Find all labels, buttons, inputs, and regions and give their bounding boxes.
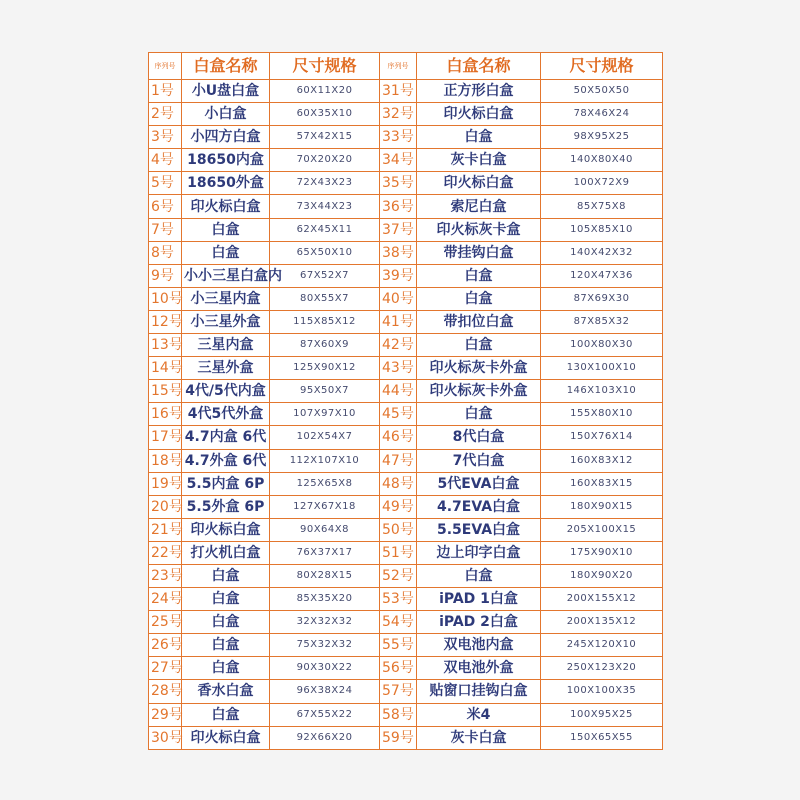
cell-size-right: 155X80X10 [541,403,663,426]
cell-name-left: 白盒 [182,611,270,634]
table-row [149,426,663,449]
cell-name-right: 白盒 [417,126,541,149]
cell-name-left: 白盒 [182,564,270,587]
cell-name-left: 小白盒 [182,103,270,126]
cell-size-left: 67X55X22 [270,703,380,726]
cell-serial-left: 10号 [149,287,182,310]
cell-size-left: 72X43X23 [270,172,380,195]
cell-name-right: 边上印字白盒 [417,541,541,564]
cell-size-left: 112X107X10 [270,449,380,472]
cell-name-right: 带挂钩白盒 [417,241,541,264]
cell-size-left: 90X30X22 [270,657,380,680]
box-spec-table [148,52,663,750]
cell-size-right: 105X85X10 [541,218,663,241]
cell-size-left: 127X67X18 [270,495,380,518]
cell-name-left: 印火标白盒 [182,518,270,541]
cell-size-right: 150X76X14 [541,426,663,449]
cell-size-left: 70X20X20 [270,149,380,172]
cell-size-left: 57X42X15 [270,126,380,149]
cell-name-left: 4.7内盒 6代 [182,426,270,449]
table-row [149,334,663,357]
cell-name-right: 白盒 [417,287,541,310]
cell-name-left: 白盒 [182,241,270,264]
table-row [149,380,663,403]
cell-name-right: iPAD 2白盒 [417,611,541,634]
cell-serial-right: 58号 [380,703,417,726]
cell-name-left: 5.5内盒 6P [182,472,270,495]
cell-name-right: 7代白盒 [417,449,541,472]
cell-size-right: 130X100X10 [541,357,663,380]
cell-serial-left: 18号 [149,449,182,472]
cell-name-right: 带扣位白盒 [417,310,541,333]
table-row [149,103,663,126]
cell-serial-right: 36号 [380,195,417,218]
cell-size-right: 250X123X20 [541,657,663,680]
table-row [149,310,663,333]
cell-serial-left: 4号 [149,149,182,172]
cell-size-left: 32X32X32 [270,611,380,634]
cell-name-right: 贴窗口挂钩白盒 [417,680,541,703]
cell-name-right: 双电池内盒 [417,634,541,657]
cell-serial-right: 54号 [380,611,417,634]
cell-size-left: 115X85X12 [270,310,380,333]
table-row [149,149,663,172]
cell-size-left: 125X65X8 [270,472,380,495]
cell-serial-right: 50号 [380,518,417,541]
cell-serial-right: 43号 [380,357,417,380]
cell-serial-left: 17号 [149,426,182,449]
cell-serial-left: 25号 [149,611,182,634]
cell-size-right: 160X83X15 [541,472,663,495]
cell-name-left: 白盒 [182,657,270,680]
cell-serial-left: 29号 [149,703,182,726]
header-size-left: 尺寸规格 [270,53,380,80]
cell-name-right: 印火标白盒 [417,172,541,195]
cell-serial-left: 24号 [149,588,182,611]
header-name-left: 白盒名称 [182,53,270,80]
cell-serial-left: 16号 [149,403,182,426]
header-name-right: 白盒名称 [417,53,541,80]
cell-serial-left: 3号 [149,126,182,149]
table-row [149,264,663,287]
cell-size-left: 107X97X10 [270,403,380,426]
table-row [149,403,663,426]
cell-serial-right: 41号 [380,310,417,333]
cell-size-right: 150X65X55 [541,726,663,749]
cell-name-right: 白盒 [417,564,541,587]
cell-name-right: 米4 [417,703,541,726]
cell-serial-right: 31号 [380,80,417,103]
cell-size-right: 180X90X20 [541,564,663,587]
cell-name-left: 白盒 [182,588,270,611]
cell-serial-left: 30号 [149,726,182,749]
cell-size-left: 76X37X17 [270,541,380,564]
cell-size-left: 90X64X8 [270,518,380,541]
table-row [149,241,663,264]
cell-size-left: 96X38X24 [270,680,380,703]
cell-serial-right: 42号 [380,334,417,357]
cell-name-left: 小三星外盒 [182,310,270,333]
cell-name-right: 8代白盒 [417,426,541,449]
cell-name-left: 印火标白盒 [182,195,270,218]
cell-name-left: 打火机白盒 [182,541,270,564]
cell-size-right: 120X47X36 [541,264,663,287]
cell-serial-right: 37号 [380,218,417,241]
header-size-right: 尺寸规格 [541,53,663,80]
cell-size-left: 75X32X32 [270,634,380,657]
cell-serial-right: 44号 [380,380,417,403]
cell-name-left: 白盒 [182,703,270,726]
header-serial-right: 序列号 [380,53,417,80]
table-row [149,126,663,149]
cell-size-right: 140X80X40 [541,149,663,172]
cell-serial-right: 38号 [380,241,417,264]
cell-name-left: 小四方白盒 [182,126,270,149]
cell-name-left: 18650内盒 [182,149,270,172]
cell-serial-left: 27号 [149,657,182,680]
cell-serial-right: 32号 [380,103,417,126]
cell-name-right: 印火标灰卡外盒 [417,357,541,380]
cell-serial-right: 56号 [380,657,417,680]
price-sheet [148,52,662,750]
table-row [149,588,663,611]
table-row [149,449,663,472]
cell-name-right: 白盒 [417,264,541,287]
cell-name-left: 小小三星白盒内 [182,264,270,287]
cell-name-left: 三星内盒 [182,334,270,357]
table-row [149,634,663,657]
cell-serial-left: 21号 [149,518,182,541]
cell-size-right: 200X135X12 [541,611,663,634]
cell-serial-left: 22号 [149,541,182,564]
cell-name-left: 4代/5代内盒 [182,380,270,403]
table-row [149,518,663,541]
cell-serial-left: 9号 [149,264,182,287]
cell-size-right: 245X120X10 [541,634,663,657]
cell-serial-right: 39号 [380,264,417,287]
table-row [149,564,663,587]
cell-size-left: 80X28X15 [270,564,380,587]
cell-serial-right: 55号 [380,634,417,657]
cell-name-right: 印火标灰卡盒 [417,218,541,241]
cell-serial-right: 57号 [380,680,417,703]
table-row [149,703,663,726]
table-row [149,218,663,241]
cell-size-right: 205X100X15 [541,518,663,541]
cell-size-right: 98X95X25 [541,126,663,149]
cell-size-left: 60X35X10 [270,103,380,126]
table-row [149,287,663,310]
cell-size-left: 92X66X20 [270,726,380,749]
cell-name-left: 印火标白盒 [182,726,270,749]
cell-size-right: 200X155X12 [541,588,663,611]
header-row [149,53,663,80]
cell-name-right: 5代EVA白盒 [417,472,541,495]
header-serial-left: 序列号 [149,53,182,80]
cell-serial-right: 52号 [380,564,417,587]
table-row [149,657,663,680]
cell-serial-right: 59号 [380,726,417,749]
cell-name-right: 5.5EVA白盒 [417,518,541,541]
cell-name-left: 5.5外盒 6P [182,495,270,518]
table-row [149,726,663,749]
cell-name-left: 三星外盒 [182,357,270,380]
cell-name-right: 正方形白盒 [417,80,541,103]
cell-name-left: 白盒 [182,218,270,241]
cell-name-right: 印火标灰卡外盒 [417,380,541,403]
cell-serial-left: 28号 [149,680,182,703]
cell-serial-right: 40号 [380,287,417,310]
table-row [149,680,663,703]
cell-name-right: 索尼白盒 [417,195,541,218]
cell-size-right: 50X50X50 [541,80,663,103]
cell-serial-right: 51号 [380,541,417,564]
cell-size-left: 62X45X11 [270,218,380,241]
cell-size-left: 87X60X9 [270,334,380,357]
cell-serial-left: 8号 [149,241,182,264]
cell-serial-right: 35号 [380,172,417,195]
cell-serial-right: 45号 [380,403,417,426]
cell-serial-left: 12号 [149,310,182,333]
table-row [149,80,663,103]
cell-serial-right: 46号 [380,426,417,449]
cell-size-right: 100X100X35 [541,680,663,703]
cell-serial-left: 5号 [149,172,182,195]
cell-serial-left: 26号 [149,634,182,657]
cell-name-right: 灰卡白盒 [417,149,541,172]
cell-size-right: 87X69X30 [541,287,663,310]
cell-size-left: 60X11X20 [270,80,380,103]
cell-size-left: 125X90X12 [270,357,380,380]
cell-size-right: 140X42X32 [541,241,663,264]
cell-name-right: 白盒 [417,403,541,426]
cell-serial-right: 49号 [380,495,417,518]
cell-serial-right: 47号 [380,449,417,472]
table-row [149,541,663,564]
cell-name-right: 4.7EVA白盒 [417,495,541,518]
cell-serial-left: 14号 [149,357,182,380]
cell-serial-right: 48号 [380,472,417,495]
cell-serial-right: 34号 [380,149,417,172]
cell-size-left: 102X54X7 [270,426,380,449]
cell-size-left: 80X55X7 [270,287,380,310]
cell-size-right: 160X83X12 [541,449,663,472]
cell-size-left: 65X50X10 [270,241,380,264]
cell-size-right: 87X85X32 [541,310,663,333]
cell-serial-left: 20号 [149,495,182,518]
table-row [149,472,663,495]
cell-size-right: 100X95X25 [541,703,663,726]
cell-size-right: 146X103X10 [541,380,663,403]
cell-serial-left: 15号 [149,380,182,403]
table-row [149,172,663,195]
cell-name-left: 小三星内盒 [182,287,270,310]
table-row [149,357,663,380]
cell-size-right: 85X75X8 [541,195,663,218]
cell-name-left: 18650外盒 [182,172,270,195]
cell-serial-left: 19号 [149,472,182,495]
cell-name-right: 印火标白盒 [417,103,541,126]
cell-serial-right: 33号 [380,126,417,149]
cell-name-right: 双电池外盒 [417,657,541,680]
cell-size-left: 85X35X20 [270,588,380,611]
cell-serial-right: 53号 [380,588,417,611]
cell-size-right: 180X90X15 [541,495,663,518]
cell-name-right: iPAD 1白盒 [417,588,541,611]
cell-name-left: 4代5代外盒 [182,403,270,426]
cell-serial-left: 1号 [149,80,182,103]
cut-off-footer-text [160,758,660,770]
cell-serial-left: 23号 [149,564,182,587]
cell-size-left: 73X44X23 [270,195,380,218]
cell-size-left: 95X50X7 [270,380,380,403]
cell-name-left: 小U盘白盒 [182,80,270,103]
cell-name-left: 白盒 [182,634,270,657]
cell-name-left: 4.7外盒 6代 [182,449,270,472]
cell-size-right: 100X72X9 [541,172,663,195]
cell-size-right: 78X46X24 [541,103,663,126]
cell-name-left: 香水白盒 [182,680,270,703]
cell-size-right: 175X90X10 [541,541,663,564]
cell-name-right: 灰卡白盒 [417,726,541,749]
table-row [149,611,663,634]
table-row [149,195,663,218]
table-row [149,495,663,518]
cell-serial-left: 6号 [149,195,182,218]
cell-serial-left: 2号 [149,103,182,126]
cell-serial-left: 13号 [149,334,182,357]
cell-name-right: 白盒 [417,334,541,357]
cell-size-left: 67X52X7 [270,264,380,287]
cell-size-right: 100X80X30 [541,334,663,357]
cell-serial-left: 7号 [149,218,182,241]
